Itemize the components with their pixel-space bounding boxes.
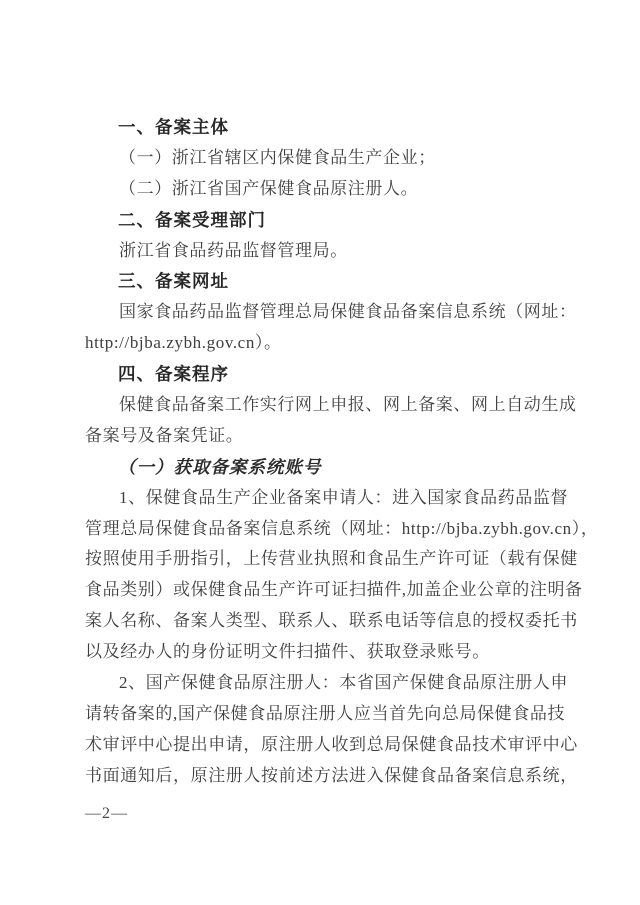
subsection-heading-1: （一）获取备案系统账号 (118, 456, 322, 477)
paragraph-line: 按照使用手册指引，上传营业执照和食品生产许可证（载有保健 (85, 549, 578, 569)
paragraph-line: 保健食品备案工作实行网上申报、网上备案、网上自动生成 (119, 395, 577, 415)
paragraph-line: 浙江省食品药品监督管理局。 (119, 240, 348, 260)
paragraph-line: 2、国产保健食品原注册人：本省国产保健食品原注册人申 (119, 673, 569, 693)
paragraph-line: （一）浙江省辖区内保健食品生产企业； (119, 147, 436, 167)
paragraph-line: 备案号及备案凭证。 (85, 425, 244, 445)
section-heading-3: 三、备案网址 (118, 271, 229, 292)
paragraph-line: 术审评中心提出申请，原注册人收到总局保健食品技术审评中心 (85, 734, 578, 754)
paragraph-line: 书面通知后，原注册人按前述方法进入保健食品备案信息系统， (85, 765, 578, 785)
paragraph-line-url: http://bjba.zybh.gov.cn）。 (85, 333, 282, 353)
section-heading-4: 四、备案程序 (118, 364, 229, 385)
paragraph-line-url: 管理总局保健食品备案信息系统（网址：http://bjba.zybh.gov.cn）， (85, 518, 599, 538)
page-number: —2— (85, 805, 128, 822)
paragraph-line: 国家食品药品监督管理总局保健食品备案信息系统（网址： (119, 302, 577, 322)
section-heading-1: 一、备案主体 (118, 117, 229, 137)
paragraph-line: 以及经办人的身份证明文件扫描件、获取登录账号。 (85, 642, 490, 662)
paragraph-line: 食品类别）或保健食品生产许可证扫描件,加盖企业公章的注明备 (85, 580, 583, 600)
section-heading-2: 二、备案受理部门 (118, 209, 266, 230)
document-body (85, 112, 599, 792)
paragraph-line: 请转备案的,国产保健食品原注册人应当首先向总局保健食品技 (85, 703, 566, 723)
paragraph-line: 1、保健食品生产企业备案申请人：进入国家食品药品监督 (119, 487, 569, 507)
paragraph-line: （二）浙江省国产保健食品原注册人。 (119, 178, 419, 198)
paragraph-line: 案人名称、备案人类型、联系人、联系电话等信息的授权委托书 (85, 611, 578, 631)
